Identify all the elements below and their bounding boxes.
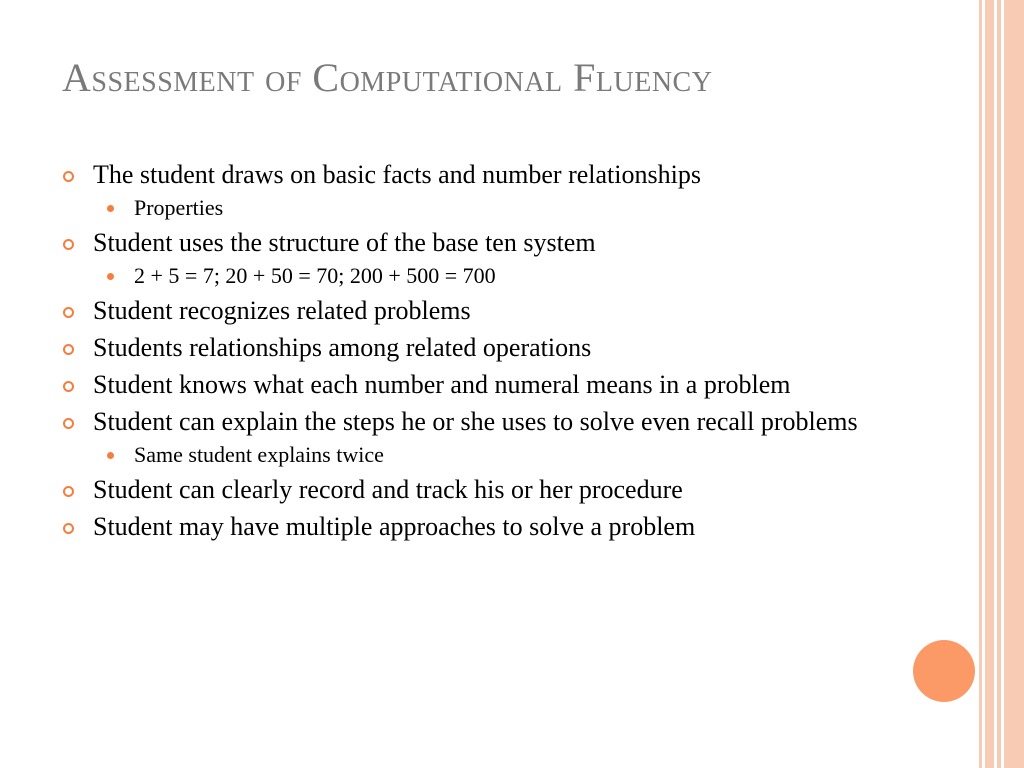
bullet-text: Student can explain the steps he or she uses to solve even recall problems	[93, 407, 858, 436]
slide-title: Assessment of Computational Fluency	[62, 55, 713, 100]
bullet-text: Student knows what each number and numeral means in a problem	[93, 370, 791, 399]
bullet-item	[62, 228, 922, 258]
sub-bullet-text: Same student explains twice	[134, 442, 384, 467]
bullet-item	[62, 512, 922, 542]
bullet-item	[62, 296, 922, 326]
decorative-stripe	[985, 0, 994, 768]
dot-bullet-icon	[107, 205, 114, 212]
bullet-text: Students relationships among related operations	[93, 333, 592, 362]
decorative-stripe	[979, 0, 982, 768]
bullet-text: Student uses the structure of the base ten system	[93, 228, 596, 257]
ring-bullet-icon	[63, 344, 74, 355]
ring-bullet-icon	[63, 523, 74, 534]
decorative-circle	[913, 640, 975, 702]
bullet-text: Student recognizes related problems	[93, 296, 471, 325]
dot-bullet-icon	[107, 273, 114, 280]
sub-bullet-text: Properties	[134, 195, 224, 220]
sub-bullet-text: 2 + 5 = 7; 20 + 50 = 70; 200 + 500 = 700	[134, 263, 496, 288]
bullet-item	[62, 370, 922, 400]
dot-bullet-icon	[107, 452, 114, 459]
bullet-item	[62, 333, 922, 363]
sub-bullet-item	[62, 195, 922, 221]
ring-bullet-icon	[63, 486, 74, 497]
bullet-text: Student may have multiple approaches to solve a problem	[93, 512, 696, 541]
ring-bullet-icon	[63, 381, 74, 392]
bullet-list	[62, 160, 922, 542]
ring-bullet-icon	[63, 307, 74, 318]
sub-bullet-item	[62, 263, 922, 289]
bullet-text: Student can clearly record and track his or her procedure	[93, 475, 683, 504]
bullet-item	[62, 407, 922, 437]
bullet-item	[62, 475, 922, 505]
decorative-stripe	[1004, 0, 1024, 768]
bullet-item	[62, 160, 922, 190]
decorative-stripe	[997, 0, 1001, 768]
ring-bullet-icon	[63, 171, 74, 182]
ring-bullet-icon	[63, 418, 74, 429]
bullet-text: The student draws on basic facts and number relationships	[93, 160, 701, 189]
sub-bullet-item	[62, 442, 922, 468]
ring-bullet-icon	[63, 239, 74, 250]
